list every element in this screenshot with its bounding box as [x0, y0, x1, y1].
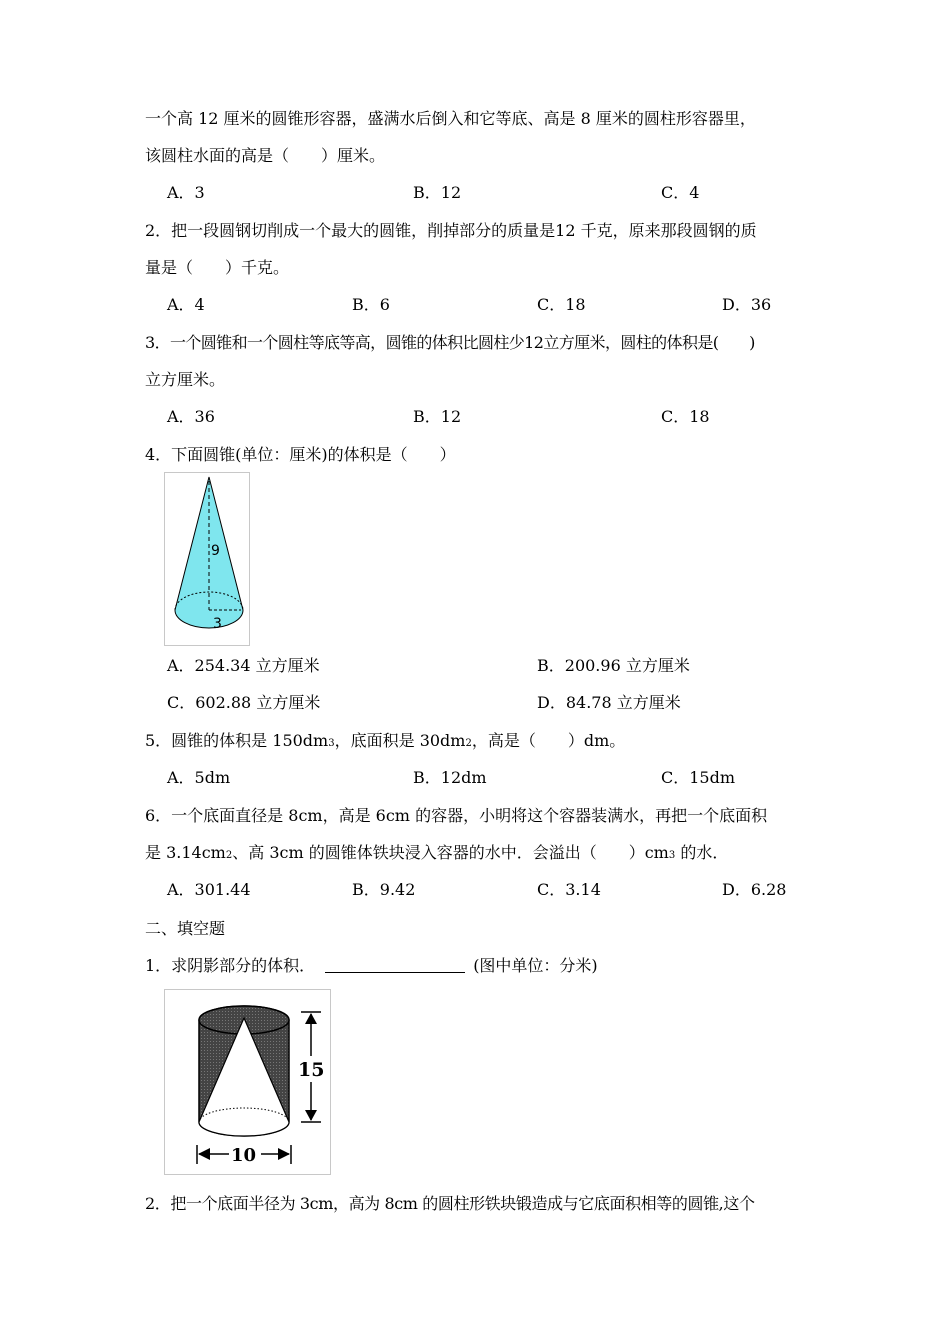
- question-6-option-d[interactable]: D．6.28: [722, 880, 787, 899]
- question-4-line-1: 4．下面圆锥(单位：厘米)的体积是（ ）: [145, 445, 456, 464]
- question-2-option-b[interactable]: B．6: [352, 295, 390, 314]
- cone-radius-label: 3: [213, 616, 222, 632]
- cone-figure: [164, 472, 250, 646]
- fill-question-2-line-1: 2．把一个底面半径为 3cm，高为 8cm 的圆柱形铁块锻造成与它底面积相等的圆锥,这个: [145, 1194, 755, 1213]
- f1-suffix: (图中单位：分米): [473, 956, 598, 975]
- question-3-option-b[interactable]: B．12: [413, 407, 462, 426]
- q6-text-2: 、高 3cm 的圆锥体铁块浸入容器的水中．会溢出（ ）cm: [232, 843, 669, 862]
- question-0-option-b[interactable]: B．12: [413, 183, 462, 202]
- question-2-line-2: 量是（ ）千克。: [145, 258, 290, 277]
- question-5-option-b[interactable]: B．12dm: [413, 768, 487, 787]
- fill-question-1-line-1: [145, 956, 598, 976]
- q6-text-1: 是 3.14cm: [145, 843, 226, 862]
- question-0-option-c[interactable]: C．4: [661, 183, 700, 202]
- q6-unit-2: 3: [668, 850, 676, 861]
- question-6-option-a[interactable]: A．301.44: [167, 880, 251, 899]
- question-4-option-a[interactable]: A．254.34 立方厘米: [167, 656, 320, 675]
- cone-diagram: [165, 473, 249, 645]
- question-0-option-a[interactable]: A．3: [167, 183, 205, 202]
- question-5-option-a[interactable]: A．5dm: [167, 768, 231, 787]
- question-0-line-1: 一个高 12 厘米的圆锥形容器，盛满水后倒入和它等底、高是 8 厘米的圆柱形容器里，: [145, 109, 756, 128]
- q6-unit-1: 2: [225, 850, 233, 861]
- question-3-option-a[interactable]: A．36: [167, 407, 215, 426]
- question-5-option-c[interactable]: C．15dm: [661, 768, 736, 787]
- question-3-line-1: 3．一个圆锥和一个圆柱等底等高，圆锥的体积比圆柱少12立方厘米，圆柱的体积是( ): [145, 333, 755, 352]
- question-6-option-b[interactable]: B．9.42: [352, 880, 416, 899]
- question-2-option-a[interactable]: A．4: [167, 295, 205, 314]
- q5-unit-2: 2: [465, 738, 472, 749]
- f1-prefix: 1．求阴影部分的体积．: [145, 956, 316, 975]
- cylinder-diagram: [165, 990, 330, 1174]
- question-4-option-d[interactable]: D．84.78 立方厘米: [537, 693, 681, 712]
- question-5-line-1: [145, 731, 625, 751]
- question-4-option-c[interactable]: C．602.88 立方厘米: [167, 693, 321, 712]
- question-3-option-c[interactable]: C．18: [661, 407, 710, 426]
- question-3-line-2: 立方厘米。: [145, 370, 226, 389]
- question-6-line-1: 6．一个底面直径是 8cm，高是 6cm 的容器，小明将这个容器装满水，再把一个底面积: [145, 806, 768, 825]
- cone-height-label: 9: [211, 543, 220, 559]
- answer-blank[interactable]: [325, 956, 465, 973]
- cylinder-height-label: 15: [298, 1059, 325, 1081]
- question-2-line-1: 2．把一段圆钢切削成一个最大的圆锥，削掉部分的质量是12 千克，原来那段圆钢的质: [145, 221, 757, 240]
- question-6-option-c[interactable]: C．3.14: [537, 880, 601, 899]
- cylinder-width-label: 10: [231, 1145, 257, 1166]
- q5-text-3: ，高是（ ）dm。: [471, 731, 626, 750]
- cylinder-figure: [164, 989, 331, 1175]
- q5-text-2: ，底面积是 30dm: [334, 731, 466, 750]
- question-2-option-c[interactable]: C．18: [537, 295, 586, 314]
- q5-text-1: 5．圆锥的体积是 150dm: [145, 731, 329, 750]
- question-2-option-d[interactable]: D．36: [722, 295, 772, 314]
- question-0-line-2: 该圆柱水面的高是（ ）厘米。: [145, 146, 386, 165]
- q6-text-3: 的水．: [675, 843, 729, 862]
- question-6-line-2: [145, 843, 728, 863]
- section-title: 二、填空题: [145, 919, 226, 938]
- question-4-option-b[interactable]: B．200.96 立方厘米: [537, 656, 690, 675]
- q5-unit-1: 3: [328, 738, 335, 749]
